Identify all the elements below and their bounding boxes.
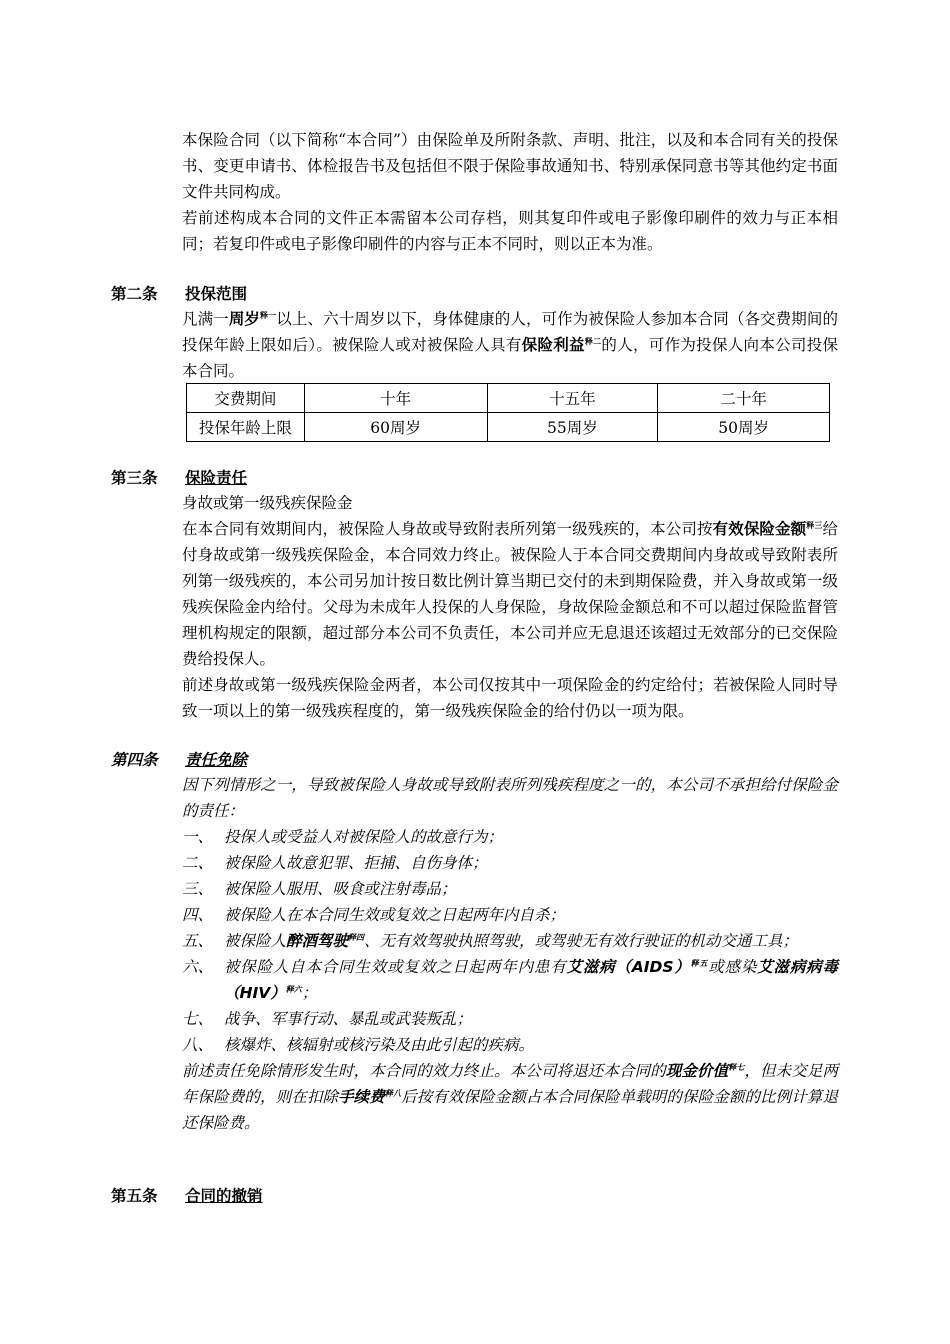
- article-4-number: 第四条: [111, 751, 158, 769]
- list-number: 四、: [182, 906, 214, 924]
- term-drunk-driving[interactable]: 醉酒驾驶: [286, 932, 349, 950]
- list-number: 五、: [182, 932, 214, 950]
- list-item: [182, 902, 838, 928]
- list-item: [182, 850, 838, 876]
- list-number: 八、: [182, 1036, 214, 1054]
- article-2-title: 投保范围: [185, 285, 248, 303]
- table-cell: 二十年: [658, 384, 830, 413]
- text-run: 的人，可作为投保人向本公司投保本合同。: [182, 336, 838, 380]
- article-4-body: [182, 772, 838, 1136]
- table-cell: 50周岁: [658, 413, 830, 442]
- list-text: 被保险人在本合同生效或复效之日起两年内自杀；: [224, 906, 566, 924]
- list-item: [182, 928, 838, 954]
- text-run: 给付身故或第一级残疾保险金，本合同效力终止。被保险人于本合同交费期间内身故或导致附表所列第一级残疾的，本公司另加计按日数比例计算当期已交付的未到期保险费，并入身故或第一级残疾保险金内给付。父母为未成年人投保的人身保险，身故保险金额总和不可以超过保险监督管理机构规定的限额，超过部分本公司不负责任，本公司并应无息退还该超过无效部分的已交保险费给投保人。: [182, 520, 838, 668]
- text-run: 被保险人: [224, 932, 287, 950]
- footnote-ref[interactable]: 释三: [806, 520, 823, 530]
- article-3-paragraph-1: [182, 516, 838, 672]
- term-effective-amount[interactable]: 有效保险金额: [712, 520, 807, 538]
- list-text: 被保险人服用、吸食或注射毒品；: [224, 880, 457, 898]
- list-text: [224, 928, 838, 954]
- text-run: 在本合同有效期间内，被保险人身故或导致附表所列第一级残疾的，本公司按: [182, 520, 713, 538]
- footnote-ref[interactable]: 释六: [285, 984, 302, 994]
- age-limit-table: [186, 383, 830, 442]
- preamble-paragraph-1: 本保险合同（以下简称“本合同”）由保险单及所附条款、声明、批注，以及和本合同有关的投保书、变更申请书、体检报告书及包括但不限于保险事故通知书、特别承保同意书等其他约定书面文件共同构成。: [182, 131, 838, 201]
- list-number: 一、: [182, 828, 214, 846]
- text-run: ，但未交足两年保险费的，则在扣除: [182, 1062, 838, 1106]
- list-text: 投保人或受益人对被保险人的故意行为；: [224, 828, 504, 846]
- article-4-intro: 因下列情形之一，导致被保险人身故或导致附表所列残疾程度之一的，本公司不承担给付保险金的责任：: [182, 776, 838, 820]
- table-cell: 交费期间: [187, 384, 305, 413]
- article-4-title: 责任免除: [185, 751, 248, 769]
- text-run: 、无有效驾驶执照驾驶，或驾驶无有效行驶证的机动交通工具；: [364, 932, 799, 950]
- list-text: 被保险人故意犯罪、拒捕、自伤身体；: [224, 854, 488, 872]
- list-text: 战争、军事行动、暴乱或武装叛乱；: [224, 1010, 473, 1028]
- article-3-number: 第三条: [111, 469, 158, 487]
- list-item: [182, 824, 838, 850]
- article-5-number: 第五条: [111, 1187, 158, 1205]
- table-row: [187, 413, 830, 442]
- term-aids[interactable]: 艾滋病（AIDS）: [566, 958, 691, 976]
- text-run: ；: [301, 984, 318, 1002]
- text-run: 凡满一: [182, 310, 229, 328]
- footnote-ref[interactable]: 释四: [348, 932, 365, 942]
- article-3-heading: [111, 466, 247, 490]
- list-number: 六、: [182, 958, 214, 976]
- article-2-number: 第二条: [111, 285, 158, 303]
- term-age[interactable]: 周岁: [228, 310, 261, 328]
- list-item: [182, 876, 838, 902]
- list-item: [182, 954, 838, 1006]
- table-cell: 60周岁: [304, 413, 487, 442]
- article-3-subtitle: 身故或第一级残疾保险金: [182, 494, 353, 512]
- footnote-ref[interactable]: 释二: [584, 336, 602, 346]
- article-2-heading: [111, 282, 247, 306]
- term-cash-value[interactable]: 现金价值: [665, 1062, 729, 1080]
- list-item: [182, 1032, 838, 1058]
- article-2-paragraph: [182, 306, 838, 384]
- table-row: [187, 384, 830, 413]
- list-item: [182, 1006, 838, 1032]
- text-run: 前述责任免除情形发生时，本合同的效力终止。本公司将退还本合同的: [182, 1062, 666, 1080]
- article-3-title: 保险责任: [185, 469, 248, 487]
- footnote-ref[interactable]: 释一: [260, 310, 277, 320]
- table-cell: 十年: [304, 384, 487, 413]
- text-run: 后按有效保险金额占本合同保险单载明的保险金额的比例计算退还保险费。: [182, 1088, 838, 1132]
- footnote-ref[interactable]: 释七: [728, 1062, 745, 1072]
- text-run: 以上、六十周岁以下，身体健康的人，可作为被保险人参加本合同（各交费期间的投保年龄上限如后）。被保险人或对被保险人具有: [182, 310, 838, 354]
- article-5-heading: [111, 1184, 263, 1208]
- footnote-ref[interactable]: 释八: [384, 1088, 402, 1098]
- article-4-heading: [111, 748, 247, 772]
- table-cell: 55周岁: [487, 413, 658, 442]
- text-run: 被保险人自本合同生效或复效之日起两年内患有: [224, 958, 567, 976]
- table-cell: 投保年龄上限: [187, 413, 305, 442]
- article-4-outro: [182, 1058, 838, 1136]
- footnote-ref[interactable]: 释五: [690, 958, 709, 968]
- list-number: 七、: [182, 1010, 214, 1028]
- article-3-paragraph-2: 前述身故或第一级残疾保险金两者，本公司仅按其中一项保险金的约定给付；若被保险人同时导致一项以上的第一级残疾程度的，第一级残疾保险金的给付仍以一项为限。: [182, 676, 838, 720]
- list-text: [224, 954, 838, 1006]
- list-number: 三、: [182, 880, 214, 898]
- preamble-paragraph-2: 若前述构成本合同的文件正本需留本公司存档，则其复印件或电子影像印刷件的效力与正本相同；若复印件或电子影像印刷件的内容与正本不同时，则以正本为准。: [182, 209, 838, 253]
- term-hiv[interactable]: 艾滋病病毒（HIV）: [224, 958, 838, 1002]
- term-handling-fee[interactable]: 手续费: [338, 1088, 385, 1106]
- text-run: 或感染: [708, 958, 758, 976]
- term-insurable-interest[interactable]: 保险利益: [521, 336, 585, 354]
- list-text: 核爆炸、核辐射或核污染及由此引起的疾病。: [224, 1036, 535, 1054]
- list-number: 二、: [182, 854, 214, 872]
- table-cell: 十五年: [487, 384, 658, 413]
- article-5-title: 合同的撤销: [185, 1187, 263, 1205]
